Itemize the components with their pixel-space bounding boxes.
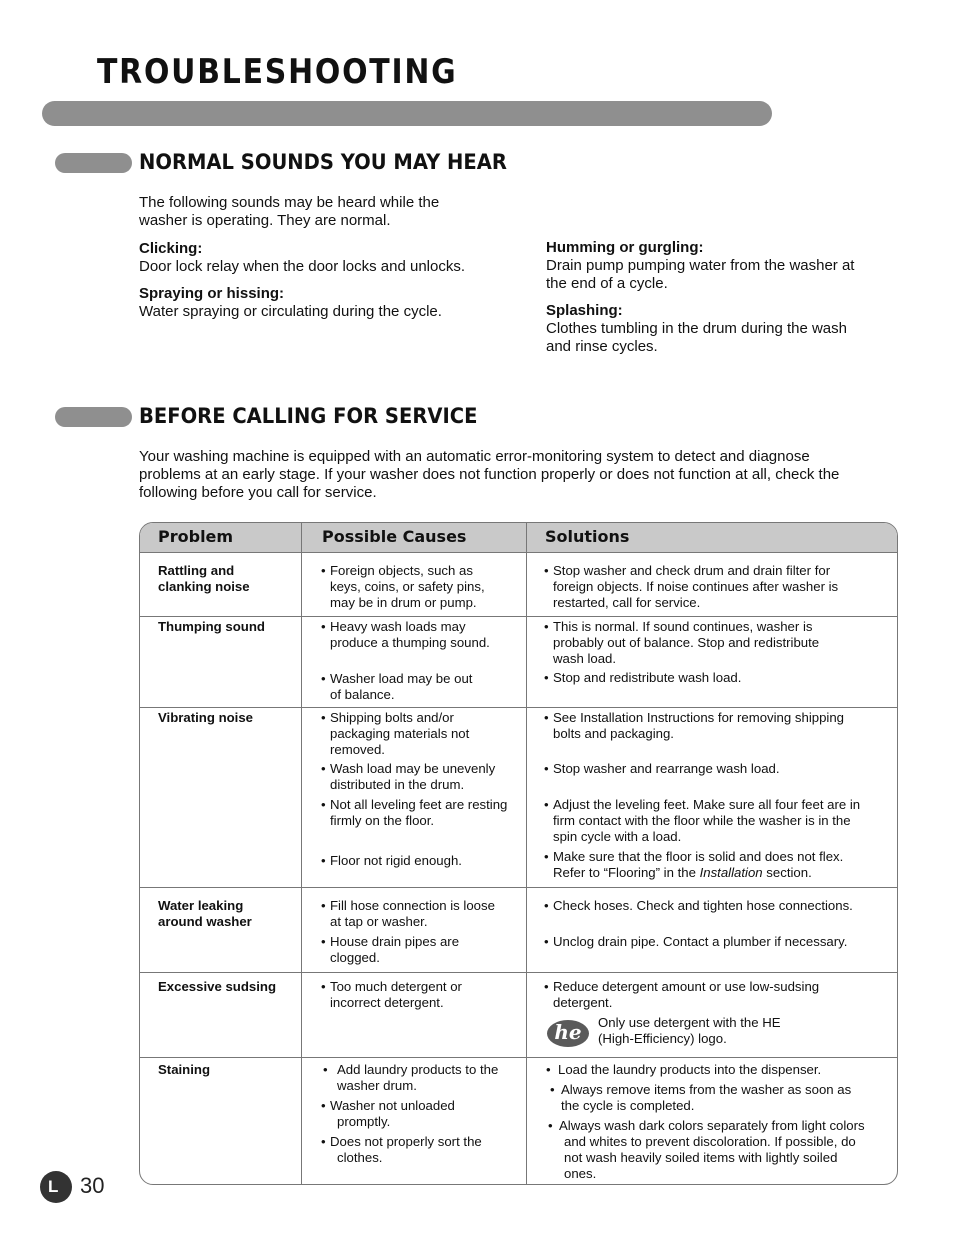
solution-item: • Reduce detergent amount or use low-sudsing detergent. — [544, 979, 892, 1011]
cause-item: • Heavy wash loads may produce a thumping sound. — [321, 619, 521, 651]
cause-item: • Foreign objects, such as keys, coins, or safety pins, may be in drum or pump. — [321, 563, 521, 611]
solution-item: • Unclog drain pipe. Contact a plumber if necessary. — [544, 934, 892, 950]
solution-item: • Stop washer and check drum and drain filter for foreign objects. If noise continues after washer is restarted, call for service. — [544, 563, 892, 611]
sound-item: Humming or gurgling: Drain pump pumping water from the washer at the end of a cycle. — [546, 239, 855, 292]
troubleshooting-table — [139, 522, 898, 1185]
problem-cell: Rattling and clanking noise — [158, 563, 250, 594]
row-divider — [140, 616, 897, 617]
solution-item: • Check hoses. Check and tighten hose connections. — [544, 898, 892, 914]
cause-item: • Wash load may be unevenly distributed in the drum. — [321, 761, 521, 793]
solution-item: • Always wash dark colors separately from light colors and whites to prevent discoloration. If possible, do not wash heavily soiled items with lightly soiled ones. — [548, 1118, 892, 1182]
cause-item: • Washer load may be out of balance. — [321, 671, 521, 703]
row-divider — [140, 1057, 897, 1058]
header-solutions: Solutions — [545, 527, 630, 546]
flooring-reference: Refer to “Flooring” in the Installation section. — [553, 865, 812, 880]
solution-item: • See Installation Instructions for removing shipping bolts and packaging. — [544, 710, 892, 742]
table-header — [140, 523, 897, 553]
row-divider — [140, 972, 897, 973]
row-divider — [140, 887, 897, 888]
column-divider — [301, 523, 302, 1184]
problem-cell: Staining — [158, 1062, 211, 1077]
header-problem: Problem — [158, 527, 234, 546]
normal-sounds-intro: The following sounds may be heard while the washer is operating. They are normal. — [139, 194, 440, 229]
solution-item: • This is normal. If sound continues, washer is probably out of balance. Stop and redistribute wash load. — [544, 619, 892, 667]
problem-cell: Excessive sudsing — [158, 979, 277, 994]
sound-item: Clicking: Door lock relay when the door locks and unlocks. — [139, 240, 466, 275]
he-logo-icon: he — [547, 1020, 589, 1047]
cause-item: • Not all leveling feet are resting firmly on the floor. — [321, 797, 521, 829]
solution-item: • Stop washer and rearrange wash load. — [544, 761, 892, 777]
page-number: 30 — [80, 1173, 105, 1198]
section-marker — [55, 153, 132, 173]
lg-logo-icon: L — [40, 1171, 72, 1203]
section-marker — [55, 407, 132, 427]
page-title: TROUBLESHOOTING — [97, 52, 458, 92]
normal-sounds-heading: NORMAL SOUNDS YOU MAY HEAR — [139, 150, 507, 174]
cause-item: • Too much detergent or incorrect detergent. — [321, 979, 521, 1011]
before-service-intro: Your washing machine is equipped with an automatic error-monitoring system to detect and diagnose problems at an early stage. If your washer does not function properly or does not function at all, check the following before you call for service. — [139, 448, 840, 501]
solution-item: • Always remove items from the washer as soon as the cycle is completed. — [550, 1082, 890, 1114]
sound-item: Splashing: Clothes tumbling in the drum during the wash and rinse cycles. — [546, 302, 847, 355]
solution-item: • Adjust the leveling feet. Make sure all four feet are in firm contact with the floor while the washer is in the spin cycle with a load. — [544, 797, 892, 845]
column-divider — [526, 523, 527, 1184]
title-bar — [42, 101, 772, 126]
solution-item: • Make sure that the floor is solid and does not flex. Refer to “Flooring” in the Installation section. — [544, 849, 892, 881]
solution-item: • Stop and redistribute wash load. — [544, 670, 892, 686]
problem-cell: Thumping sound — [158, 619, 265, 634]
cause-item: • Add laundry products to the washer drum. — [323, 1062, 521, 1094]
cause-item: • Washer not unloaded promptly. — [321, 1098, 521, 1130]
he-note: Only use detergent with the HE (High-Efficiency) logo. — [598, 1015, 781, 1046]
solution-item: • Load the laundry products into the dispenser. — [546, 1062, 892, 1078]
problem-cell: Water leaking around washer — [158, 898, 252, 929]
problem-cell: Vibrating noise — [158, 710, 254, 725]
sound-item: Spraying or hissing: Water spraying or circulating during the cycle. — [139, 285, 442, 320]
header-causes: Possible Causes — [322, 527, 467, 546]
cause-item: • Shipping bolts and/or packaging materials not removed. — [321, 710, 521, 758]
row-divider — [140, 707, 897, 708]
cause-item: • Floor not rigid enough. — [321, 853, 521, 869]
before-service-heading: BEFORE CALLING FOR SERVICE — [139, 404, 478, 428]
cause-item: • House drain pipes are clogged. — [321, 934, 521, 966]
cause-item: • Fill hose connection is loose at tap or washer. — [321, 898, 521, 930]
cause-item: • Does not properly sort the clothes. — [321, 1134, 521, 1166]
